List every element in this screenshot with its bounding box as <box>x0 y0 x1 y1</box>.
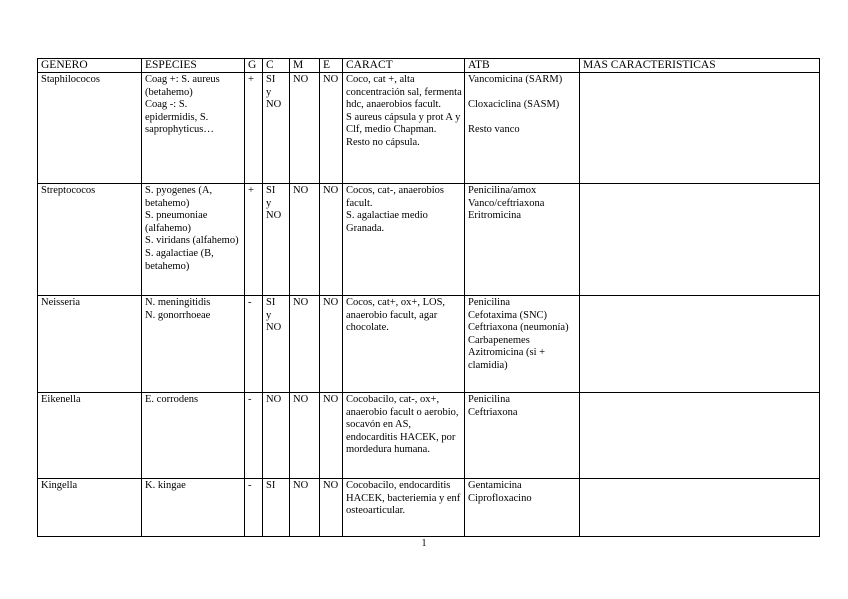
cell-text-line: NO <box>266 99 282 111</box>
cell-e: NO <box>320 73 343 184</box>
cell-g: + <box>245 73 263 184</box>
cell-especies <box>142 73 245 184</box>
cell-caract <box>343 393 465 479</box>
cell-especies <box>142 296 245 393</box>
cell-text-line: Gentamicina <box>468 480 522 491</box>
cell-text-line: NO <box>266 322 282 334</box>
header-m: M <box>290 59 320 73</box>
cell-g: - <box>245 393 263 479</box>
cell-text-line: Cocos, cat+, ox+, LOS, anaerobio facult, agar chocolate. <box>346 297 448 334</box>
cell-especies <box>142 393 245 479</box>
cell-text-line: NO <box>266 210 282 222</box>
table-row <box>38 73 820 184</box>
header-g: G <box>245 59 263 73</box>
cell-mas-caracteristicas <box>580 184 820 296</box>
cell-c <box>263 296 290 393</box>
cell-c <box>263 393 290 479</box>
cell-blank-line <box>468 112 577 125</box>
cell-e: NO <box>320 393 343 479</box>
cell-text-line: y <box>266 197 272 209</box>
header-atb: ATB <box>465 59 580 73</box>
table-row <box>38 479 820 537</box>
cell-c <box>263 73 290 184</box>
cell-especies <box>142 184 245 296</box>
cell-text-line: SI <box>266 480 276 491</box>
cell-text-line: Coag -: S. epidermidis, S. saprophyticus… <box>145 99 214 136</box>
cell-text-line: Ciprofloxacino <box>468 492 532 504</box>
cell-atb <box>465 184 580 296</box>
cell-text-line: S. agalactiae medio Granada. <box>346 210 431 234</box>
table-row <box>38 184 820 296</box>
cell-text-line: N. gonorrhoeae <box>145 309 211 321</box>
cell-text-line: N. meningitidis <box>145 297 211 308</box>
cell-genero: Streptococos <box>38 184 142 296</box>
header-row <box>38 59 820 73</box>
cell-text-line: K. kingae <box>145 480 186 491</box>
cell-m: NO <box>290 479 320 537</box>
cell-m: NO <box>290 184 320 296</box>
cell-m: NO <box>290 73 320 184</box>
cell-atb <box>465 296 580 393</box>
page-number: 1 <box>421 538 427 549</box>
cell-genero: Staphilococos <box>38 73 142 184</box>
cell-genero: Neisseria <box>38 296 142 393</box>
cell-text-line: Ceftriaxona (neumonía) <box>468 322 569 334</box>
header-c: C <box>263 59 290 73</box>
cell-text-line: Penicilina/amox <box>468 185 537 196</box>
cell-mas-caracteristicas <box>580 73 820 184</box>
cell-text-line: SI <box>266 297 276 308</box>
cell-text-line: S. agalactiae (B, betahemo) <box>145 247 217 272</box>
header-genero: GENERO <box>38 59 142 73</box>
cell-text-line: S. pyogenes (A, betahemo) <box>145 185 215 209</box>
table-row <box>38 296 820 393</box>
cell-text-line: S aureus cápsula y prot A y Clf, medio Chapman. <box>346 111 463 136</box>
cell-text-line: Eritromicina <box>468 210 522 222</box>
cell-g: + <box>245 184 263 296</box>
cell-caract <box>343 184 465 296</box>
cell-text-line: S. viridans (alfahemo) <box>145 235 239 247</box>
cell-especies <box>142 479 245 537</box>
cell-mas-caracteristicas <box>580 296 820 393</box>
cell-text-line: Cocos, cat-, anaerobios facult. <box>346 185 447 209</box>
cell-text-line: SI <box>266 74 276 85</box>
cell-caract <box>343 296 465 393</box>
cell-c <box>263 184 290 296</box>
cell-mas-caracteristicas <box>580 393 820 479</box>
cell-text-line: Azitromicina (si + clamidia) <box>468 347 548 371</box>
cell-e: NO <box>320 184 343 296</box>
cell-caract <box>343 479 465 537</box>
cell-text-line: Cocobacilo, cat-, ox+, anaerobio facult o aerobio, socavón en AS, endocarditis HACEK, por mordedura humana. <box>346 394 462 456</box>
cell-text-line: y <box>266 86 272 98</box>
cell-text-line: Resto no cápsula. <box>346 136 420 148</box>
cell-text-line: S. pneumoniae (alfahemo) <box>145 210 211 234</box>
cell-mas-caracteristicas <box>580 479 820 537</box>
cell-blank-line <box>468 87 577 100</box>
cell-text-line: Vanco/ceftriaxona <box>468 197 545 209</box>
cell-text-line: SI <box>266 185 276 196</box>
cell-g: - <box>245 479 263 537</box>
cell-text-line: Cocobacilo, endocarditis HACEK, bacteriemia y enf osteoarticular. <box>346 480 463 517</box>
header-caract: CARACT <box>343 59 465 73</box>
header-mas-caracteristicas: MAS CARACTERISTICAS <box>580 59 820 73</box>
cell-m: NO <box>290 393 320 479</box>
bacteria-table <box>37 58 820 537</box>
cell-text-line: Carbapenemes <box>468 334 530 346</box>
cell-g: - <box>245 296 263 393</box>
header-especies: ESPECIES <box>142 59 245 73</box>
cell-m: NO <box>290 296 320 393</box>
cell-text-line: Coag +: S. aureus (betahemo) <box>145 74 223 98</box>
cell-atb <box>465 479 580 537</box>
cell-atb <box>465 393 580 479</box>
table-row <box>38 393 820 479</box>
cell-text-line: Cloxaciclina (SASM) <box>468 99 560 111</box>
cell-text-line: E. corrodens <box>145 394 199 405</box>
cell-text-line: Ceftriaxona <box>468 406 518 418</box>
cell-text-line: Vancomicina (SARM) <box>468 74 563 85</box>
cell-text-line: Cefotaxima (SNC) <box>468 309 548 321</box>
cell-text-line: Coco, cat +, alta concentración sal, fermenta hdc, anaerobios facult. <box>346 74 465 111</box>
header-e: E <box>320 59 343 73</box>
cell-c <box>263 479 290 537</box>
cell-text-line: Resto vanco <box>468 124 520 136</box>
cell-text-line: Penicilina <box>468 394 510 405</box>
cell-genero: Eikenella <box>38 393 142 479</box>
cell-text-line: NO <box>266 394 282 405</box>
cell-atb <box>465 73 580 184</box>
cell-text-line: Penicilina <box>468 297 510 308</box>
cell-caract <box>343 73 465 184</box>
cell-e: NO <box>320 296 343 393</box>
cell-text-line: y <box>266 309 272 321</box>
cell-e: NO <box>320 479 343 537</box>
cell-genero: Kingella <box>38 479 142 537</box>
